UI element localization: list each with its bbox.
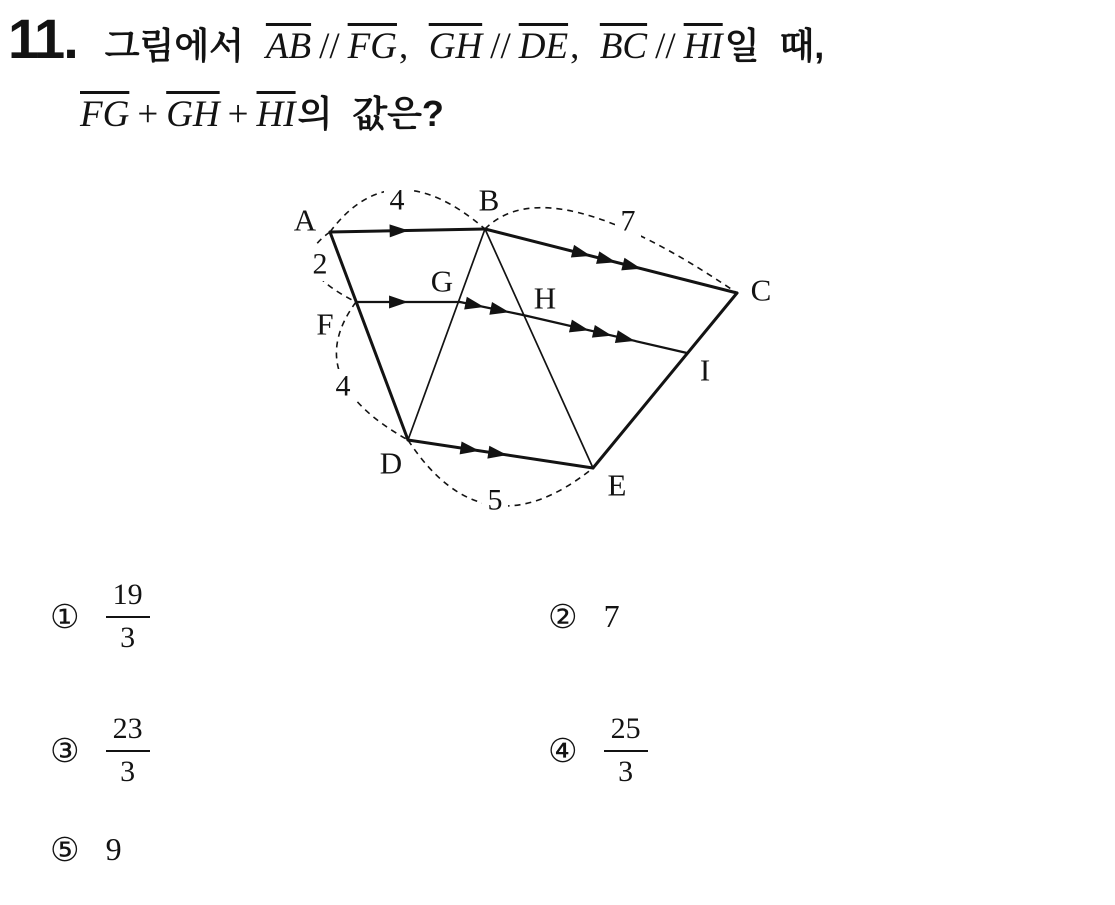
question-statement (105, 18, 825, 69)
geometry-figure (0, 155, 1115, 555)
parallel-mark-arrowhead (489, 302, 509, 315)
math-overline-segment: $\overline{FG}$ (80, 94, 130, 135)
question-line-1 (8, 6, 824, 71)
parallel-mark-arrowhead (390, 224, 409, 237)
figure-point-label-B: B (478, 182, 500, 218)
figure-length-label-FD: 4 (335, 369, 351, 403)
question-line-2 (78, 86, 444, 137)
option-3-value (106, 712, 150, 789)
figure-point-label-E: E (607, 467, 627, 503)
figure-canvas (0, 155, 1115, 555)
option-4-value (604, 712, 648, 789)
option-2 (548, 598, 620, 635)
fraction-denominator: 3 (618, 754, 634, 788)
figure-point-label-D: D (379, 445, 403, 481)
figure-point-label-I: I (699, 352, 711, 388)
math-operator: // (490, 26, 511, 67)
figure-segment-AD (330, 232, 408, 440)
math-operator: // (655, 26, 676, 67)
parallel-mark-arrowhead (621, 258, 641, 271)
math-overline-segment: $\overline{HI}$ (256, 94, 296, 135)
figure-segment-EC (593, 293, 737, 468)
option-3-marker: ③ (50, 731, 80, 770)
option-5-marker: ⑤ (50, 830, 80, 869)
figure-point-label-A: A (293, 202, 317, 238)
fraction-numerator: 25 (604, 712, 648, 752)
question-expression (78, 86, 444, 137)
figure-point-label-H: H (533, 280, 557, 316)
option-4-marker: ④ (548, 731, 578, 770)
figure-length-label-AB: 4 (389, 183, 405, 217)
fraction-numerator: 23 (106, 712, 150, 752)
option-2-marker: ② (548, 597, 578, 636)
parallel-mark-arrowhead (592, 325, 612, 338)
option-5 (50, 831, 122, 868)
option-1-value (106, 578, 150, 655)
math-overline-segment: $\overline{DE}$ (518, 26, 569, 67)
math-overline-segment: $\overline{GH}$ (428, 26, 483, 67)
option-5-value: 9 (105, 831, 122, 867)
math-overline-segment: $\overline{BC}$ (599, 26, 648, 67)
math-operator: + (227, 94, 249, 135)
fraction-denominator: 3 (120, 754, 136, 788)
fraction-denominator: 3 (120, 620, 136, 654)
figure-segment-BD (408, 229, 485, 440)
figure-point-label-G: G (430, 263, 454, 299)
math-overline-segment: $\overline{HI}$ (683, 26, 723, 67)
math-overline-segment: $\overline{FG}$ (347, 26, 397, 67)
figure-point-label-C: C (750, 272, 772, 308)
plain-text: , (398, 26, 427, 67)
parallel-mark-arrowhead (460, 442, 480, 455)
option-1-marker: ① (50, 597, 80, 636)
math-operator: + (137, 94, 159, 135)
parallel-mark-arrowhead (596, 251, 616, 264)
figure-length-label-AF: 2 (312, 247, 328, 281)
option-1 (50, 578, 150, 655)
korean-text: 의 값은? (297, 93, 444, 134)
parallel-mark-arrowhead (569, 320, 589, 333)
figure-length-label-BC: 7 (620, 204, 636, 238)
figure-arc-BC (485, 208, 737, 293)
figure-segment-BE (485, 229, 593, 468)
korean-text: 그림에서 (104, 25, 264, 66)
parallel-mark-arrowhead (571, 245, 591, 258)
option-3 (50, 712, 150, 789)
math-overline-segment: $\overline{GH}$ (166, 94, 220, 135)
parallel-mark-arrowhead (615, 330, 635, 343)
math-overline-segment: $\overline{AB}$ (265, 26, 312, 67)
math-operator: // (319, 26, 340, 67)
parallel-mark-arrowhead (464, 297, 484, 310)
parallel-mark-arrowhead (487, 446, 507, 459)
fraction-numerator: 19 (106, 578, 150, 618)
figure-length-label-DE: 5 (487, 483, 503, 517)
option-2-value: 7 (603, 598, 620, 634)
question-number: 11. (8, 7, 77, 70)
plain-text: , (570, 26, 598, 67)
figure-point-label-F: F (316, 306, 334, 342)
korean-text: 일 때, (724, 25, 825, 66)
option-4 (548, 712, 648, 789)
parallel-mark-arrowhead (389, 296, 408, 309)
